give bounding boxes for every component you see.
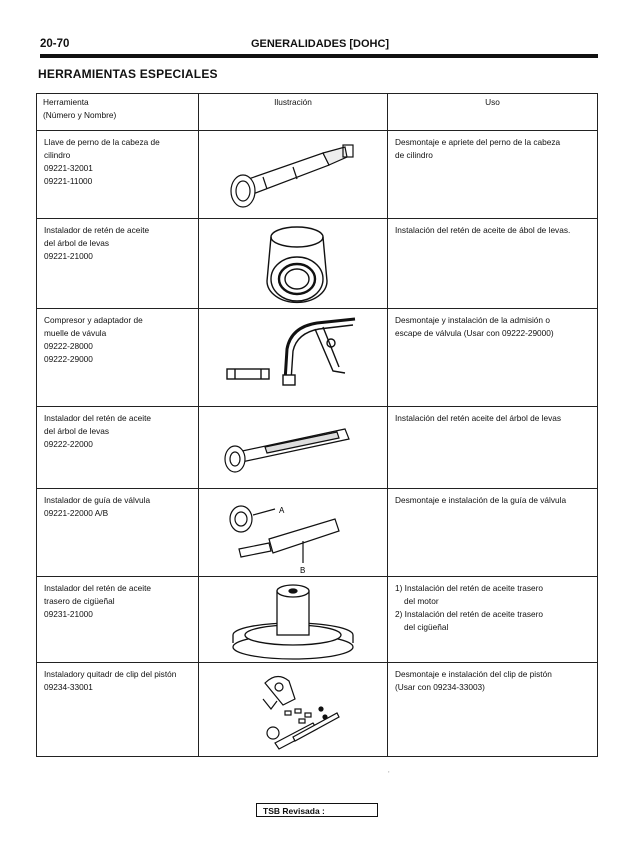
page-number: 20-70 (40, 38, 70, 50)
tool-cell: Instalador de guía de válvula 09221-22000 A/B (37, 489, 199, 577)
illustration-cell (199, 131, 388, 219)
tool-cell: Llave de perno de la cabeza de cilindro 09221-32001 09221-11000 (37, 131, 199, 219)
table-row (37, 489, 598, 577)
illustration-cell (199, 489, 388, 577)
illustration-cell (199, 663, 388, 757)
use-cell: 1) Instalación del retén de aceite trasero del motor 2) Instalación del retén de aceite trasero del cigüeñal (388, 577, 598, 663)
table-row (37, 131, 598, 219)
tool-cell: Instalador de retén de aceite del árbol de levas 09221-21000 (37, 219, 199, 309)
tool-cell: Instaladory quitadr de clip del pistón 09234-33001 (37, 663, 199, 757)
camshaft-seal-installer-illustration (205, 219, 381, 307)
table-row (37, 219, 598, 309)
illustration-cell (199, 407, 388, 489)
page-title: HERRAMIENTAS ESPECIALES (38, 67, 218, 81)
use-cell: Instalación del retén de aceite de ábol de levas. (388, 219, 598, 309)
table-row (37, 663, 598, 757)
table-row (37, 309, 598, 407)
header-tool: Herramienta (Número y Nombre) (37, 94, 199, 131)
valve-guide-installer-illustration (205, 489, 381, 575)
use-cell: Desmontaje e instalación del clip de pistón (Usar con 09234-33003) (388, 663, 598, 757)
tsb-revision-box: TSB Revisada : (256, 803, 378, 817)
illustration-cell (199, 309, 388, 407)
use-cell: Desmontaje y instalación de la admisión o escape de válvula (Usar con 09222-29000) (388, 309, 598, 407)
page-header (40, 38, 600, 52)
table-header-row (37, 94, 598, 131)
header-illustration: Ilustración (199, 94, 388, 131)
table-row (37, 577, 598, 663)
valve-spring-compressor-illustration (205, 309, 381, 405)
special-tools-table (36, 93, 598, 757)
tool-cell: Compresor y adaptador de muelle de vávula 09222-28000 09222-29000 (37, 309, 199, 407)
use-cell: Desmontaje e apriete del perno de la cabeza de cilindro (388, 131, 598, 219)
illustration-cell (199, 219, 388, 309)
use-cell: Desmontaje e instalación de la guía de válvula (388, 489, 598, 577)
section-title: GENERALIDADES [DOHC] (250, 38, 390, 50)
label-a: A (279, 506, 285, 515)
table-row (37, 407, 598, 489)
scan-speck: , (388, 768, 390, 774)
header-rule (40, 54, 598, 58)
tool-cell: Instalador del retén de aceite del árbol de levas 09222-22000 (37, 407, 199, 489)
illustration-cell (199, 577, 388, 663)
cylinder-head-bolt-wrench-illustration (205, 131, 381, 217)
tool-cell: Instalador del retén de aceite trasero de cigüeñal 09231-21000 (37, 577, 199, 663)
crankshaft-rear-seal-installer-illustration (205, 577, 381, 661)
piston-clip-installer-remover-illustration (205, 663, 381, 755)
use-cell: Instalación del retén aceite del árbol de levas (388, 407, 598, 489)
header-use: Uso (388, 94, 598, 131)
label-b: B (300, 566, 306, 575)
camshaft-seal-installer-long-illustration (205, 407, 381, 487)
